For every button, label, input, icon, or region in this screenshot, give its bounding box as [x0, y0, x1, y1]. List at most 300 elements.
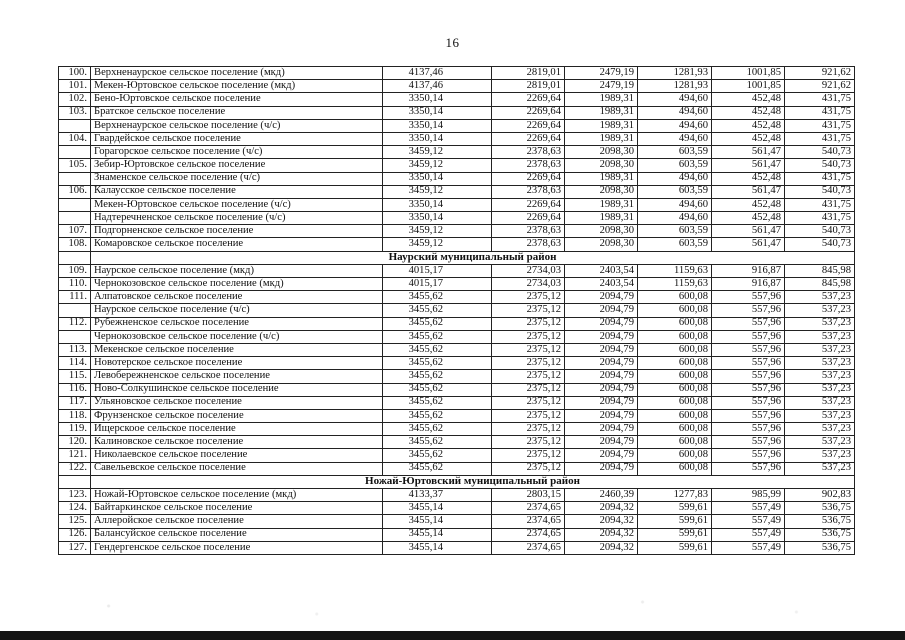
value-cell: 557,96 [712, 409, 785, 422]
settlement-name: Николаевское сельское поселение [91, 449, 383, 462]
value-cell: 557,49 [712, 502, 785, 515]
row-index: 102. [59, 93, 91, 106]
value-cell: 2269,64 [492, 106, 565, 119]
value-cell: 2094,79 [565, 449, 638, 462]
value-cell: 557,96 [712, 330, 785, 343]
value-cell: 3350,14 [383, 93, 492, 106]
value-cell: 2378,63 [492, 238, 565, 251]
settlement-name: Братское сельское поселение [91, 106, 383, 119]
value-cell: 2374,65 [492, 528, 565, 541]
value-cell: 4015,17 [383, 264, 492, 277]
table-row [59, 489, 855, 502]
value-cell: 494,60 [638, 212, 712, 225]
table-row [59, 291, 855, 304]
settlement-name: Калаусское сельское поселение [91, 185, 383, 198]
value-cell: 2375,12 [492, 330, 565, 343]
settlement-name: Верхненаурское сельское поселение (мкд) [91, 67, 383, 80]
table-row [59, 278, 855, 291]
value-cell: 452,48 [712, 198, 785, 211]
settlement-name: Бено-Юртовское сельское поселение [91, 93, 383, 106]
row-index: 100. [59, 67, 91, 80]
table-row [59, 159, 855, 172]
value-cell: 2403,54 [565, 278, 638, 291]
value-cell: 1989,31 [565, 172, 638, 185]
settlement-name: Зебир-Юртовское сельское поселение [91, 159, 383, 172]
value-cell: 2094,79 [565, 357, 638, 370]
value-cell: 2403,54 [565, 264, 638, 277]
settlement-name: Наурское сельское поселение (мкд) [91, 264, 383, 277]
value-cell: 494,60 [638, 198, 712, 211]
settlement-name: Алпатовское сельское поселение [91, 291, 383, 304]
value-cell: 537,23 [785, 409, 855, 422]
value-cell: 2094,32 [565, 515, 638, 528]
value-cell: 536,75 [785, 502, 855, 515]
row-index [59, 330, 91, 343]
table-row [59, 132, 855, 145]
value-cell: 2375,12 [492, 357, 565, 370]
value-cell: 2375,12 [492, 396, 565, 409]
value-cell: 2094,32 [565, 541, 638, 554]
value-cell: 3455,62 [383, 396, 492, 409]
settlement-name: Надтеречненское сельское поселение (ч/с) [91, 212, 383, 225]
value-cell: 3455,14 [383, 528, 492, 541]
value-cell: 537,23 [785, 436, 855, 449]
value-cell: 3455,62 [383, 357, 492, 370]
row-index: 110. [59, 278, 91, 291]
row-index: 104. [59, 132, 91, 145]
value-cell: 2094,79 [565, 330, 638, 343]
value-cell: 599,61 [638, 515, 712, 528]
value-cell: 452,48 [712, 172, 785, 185]
row-index: 111. [59, 291, 91, 304]
value-cell: 1989,31 [565, 212, 638, 225]
row-index [59, 172, 91, 185]
value-cell: 557,49 [712, 515, 785, 528]
value-cell: 2374,65 [492, 541, 565, 554]
settlement-name: Балансуйское сельское поселение [91, 528, 383, 541]
value-cell: 561,47 [712, 238, 785, 251]
table-row [59, 383, 855, 396]
row-index: 117. [59, 396, 91, 409]
settlement-name: Рубежненское сельское поселение [91, 317, 383, 330]
value-cell: 537,23 [785, 423, 855, 436]
value-cell: 600,08 [638, 317, 712, 330]
table-row [59, 238, 855, 251]
table-row [59, 541, 855, 554]
value-cell: 916,87 [712, 278, 785, 291]
row-index: 122. [59, 462, 91, 475]
value-cell: 431,75 [785, 106, 855, 119]
value-cell: 2094,79 [565, 396, 638, 409]
row-index: 125. [59, 515, 91, 528]
row-index [59, 304, 91, 317]
settlement-name: Чернокозовское сельское поселение (мкд) [91, 278, 383, 291]
row-index [59, 198, 91, 211]
value-cell: 2378,63 [492, 185, 565, 198]
value-cell: 603,59 [638, 185, 712, 198]
value-cell: 536,75 [785, 528, 855, 541]
table-row [59, 330, 855, 343]
value-cell: 3350,14 [383, 119, 492, 132]
value-cell: 2094,79 [565, 343, 638, 356]
value-cell: 561,47 [712, 225, 785, 238]
value-cell: 1281,93 [638, 80, 712, 93]
value-cell: 600,08 [638, 409, 712, 422]
value-cell: 557,96 [712, 291, 785, 304]
value-cell: 540,73 [785, 238, 855, 251]
value-cell: 494,60 [638, 93, 712, 106]
row-index: 116. [59, 383, 91, 396]
value-cell: 3459,12 [383, 185, 492, 198]
value-cell: 431,75 [785, 132, 855, 145]
value-cell: 3350,14 [383, 212, 492, 225]
settlement-name: Знаменское сельское поселение (ч/с) [91, 172, 383, 185]
value-cell: 2378,63 [492, 159, 565, 172]
settlement-name: Гвардейское сельское поселение [91, 132, 383, 145]
value-cell: 2375,12 [492, 449, 565, 462]
settlement-name: Мекен-Юртовское сельское поселение (ч/с) [91, 198, 383, 211]
value-cell: 2094,32 [565, 502, 638, 515]
value-cell: 1989,31 [565, 132, 638, 145]
value-cell: 921,62 [785, 80, 855, 93]
value-cell: 2479,19 [565, 67, 638, 80]
value-cell: 600,08 [638, 383, 712, 396]
settlement-name: Мекен-Юртовское сельское поселение (мкд) [91, 80, 383, 93]
value-cell: 2098,30 [565, 185, 638, 198]
value-cell: 2269,64 [492, 172, 565, 185]
value-cell: 540,73 [785, 146, 855, 159]
value-cell: 494,60 [638, 119, 712, 132]
value-cell: 2098,30 [565, 238, 638, 251]
table-row [59, 264, 855, 277]
row-index [59, 146, 91, 159]
value-cell: 3455,14 [383, 541, 492, 554]
value-cell: 3455,62 [383, 330, 492, 343]
value-cell: 2098,30 [565, 159, 638, 172]
settlement-name: Мекенское сельское поселение [91, 343, 383, 356]
value-cell: 3459,12 [383, 159, 492, 172]
value-cell: 2734,03 [492, 278, 565, 291]
table-row [59, 502, 855, 515]
value-cell: 3455,62 [383, 462, 492, 475]
value-cell: 902,83 [785, 489, 855, 502]
value-cell: 2819,01 [492, 80, 565, 93]
value-cell: 2094,79 [565, 304, 638, 317]
settlement-name: Ново-Солкушинское сельское поселение [91, 383, 383, 396]
settlement-name: Ножай-Юртовское сельское поселение (мкд) [91, 489, 383, 502]
page-number: 16 [445, 35, 460, 50]
value-cell: 537,23 [785, 291, 855, 304]
value-cell: 4137,46 [383, 67, 492, 80]
value-cell: 1989,31 [565, 119, 638, 132]
row-index: 127. [59, 541, 91, 554]
settlement-name: Левобережненское сельское поселение [91, 370, 383, 383]
value-cell: 599,61 [638, 502, 712, 515]
value-cell: 3350,14 [383, 198, 492, 211]
value-cell: 2734,03 [492, 264, 565, 277]
value-cell: 536,75 [785, 515, 855, 528]
value-cell: 599,61 [638, 528, 712, 541]
table-row [59, 304, 855, 317]
section-index-cell [59, 251, 91, 264]
value-cell: 2378,63 [492, 146, 565, 159]
value-cell: 600,08 [638, 423, 712, 436]
value-cell: 603,59 [638, 225, 712, 238]
value-cell: 2269,64 [492, 212, 565, 225]
value-cell: 1001,85 [712, 80, 785, 93]
value-cell: 4015,17 [383, 278, 492, 291]
value-cell: 916,87 [712, 264, 785, 277]
value-cell: 431,75 [785, 172, 855, 185]
value-cell: 557,96 [712, 462, 785, 475]
value-cell: 1281,93 [638, 67, 712, 80]
value-cell: 2098,30 [565, 225, 638, 238]
row-index: 123. [59, 489, 91, 502]
value-cell: 1159,63 [638, 278, 712, 291]
value-cell: 537,23 [785, 343, 855, 356]
table-row [59, 225, 855, 238]
value-cell: 557,96 [712, 343, 785, 356]
settlement-name: Фрунзенское сельское поселение [91, 409, 383, 422]
value-cell: 3455,62 [383, 409, 492, 422]
settlement-name: Верхненаурское сельское поселение (ч/с) [91, 119, 383, 132]
value-cell: 557,96 [712, 436, 785, 449]
row-index [59, 212, 91, 225]
value-cell: 2375,12 [492, 383, 565, 396]
value-cell: 540,73 [785, 159, 855, 172]
settlement-name: Чернокозовское сельское поселение (ч/с) [91, 330, 383, 343]
value-cell: 4133,37 [383, 489, 492, 502]
value-cell: 2269,64 [492, 132, 565, 145]
row-index [59, 119, 91, 132]
value-cell: 3455,62 [383, 291, 492, 304]
row-index: 113. [59, 343, 91, 356]
section-index-cell [59, 475, 91, 488]
value-cell: 3455,62 [383, 436, 492, 449]
table-row [59, 172, 855, 185]
value-cell: 3455,14 [383, 515, 492, 528]
value-cell: 557,49 [712, 528, 785, 541]
value-cell: 2460,39 [565, 489, 638, 502]
table-row [59, 185, 855, 198]
row-index: 106. [59, 185, 91, 198]
value-cell: 3459,12 [383, 225, 492, 238]
value-cell: 2479,19 [565, 80, 638, 93]
value-cell: 603,59 [638, 159, 712, 172]
value-cell: 3455,62 [383, 343, 492, 356]
value-cell: 2094,79 [565, 462, 638, 475]
table-row [59, 146, 855, 159]
settlement-name: Савельевское сельское поселение [91, 462, 383, 475]
value-cell: 540,73 [785, 225, 855, 238]
settlement-name: Горагорское сельское поселение (ч/с) [91, 146, 383, 159]
row-index: 115. [59, 370, 91, 383]
value-cell: 431,75 [785, 119, 855, 132]
value-cell: 3455,62 [383, 317, 492, 330]
value-cell: 4137,46 [383, 80, 492, 93]
value-cell: 2094,79 [565, 370, 638, 383]
row-index: 114. [59, 357, 91, 370]
value-cell: 2094,79 [565, 317, 638, 330]
row-index: 120. [59, 436, 91, 449]
settlement-name: Новотерское сельское поселение [91, 357, 383, 370]
value-cell: 2375,12 [492, 370, 565, 383]
value-cell: 557,96 [712, 396, 785, 409]
value-cell: 2098,30 [565, 146, 638, 159]
value-cell: 537,23 [785, 317, 855, 330]
value-cell: 1989,31 [565, 198, 638, 211]
value-cell: 494,60 [638, 132, 712, 145]
value-cell: 600,08 [638, 291, 712, 304]
value-cell: 557,96 [712, 317, 785, 330]
row-index: 121. [59, 449, 91, 462]
value-cell: 2375,12 [492, 343, 565, 356]
value-cell: 537,23 [785, 370, 855, 383]
value-cell: 845,98 [785, 264, 855, 277]
row-index: 109. [59, 264, 91, 277]
value-cell: 537,23 [785, 304, 855, 317]
value-cell: 2375,12 [492, 409, 565, 422]
value-cell: 452,48 [712, 132, 785, 145]
table-row [59, 343, 855, 356]
row-index: 126. [59, 528, 91, 541]
value-cell: 603,59 [638, 238, 712, 251]
value-cell: 452,48 [712, 106, 785, 119]
value-cell: 600,08 [638, 343, 712, 356]
value-cell: 431,75 [785, 198, 855, 211]
table-row [59, 80, 855, 93]
value-cell: 599,61 [638, 541, 712, 554]
value-cell: 2375,12 [492, 291, 565, 304]
value-cell: 3455,62 [383, 449, 492, 462]
value-cell: 1159,63 [638, 264, 712, 277]
settlement-name: Наурское сельское поселение (ч/с) [91, 304, 383, 317]
value-cell: 603,59 [638, 146, 712, 159]
value-cell: 2094,79 [565, 423, 638, 436]
section-title: Наурский муниципальный район [91, 251, 855, 264]
value-cell: 557,96 [712, 423, 785, 436]
value-cell: 452,48 [712, 119, 785, 132]
value-cell: 537,23 [785, 357, 855, 370]
value-cell: 2094,79 [565, 436, 638, 449]
value-cell: 600,08 [638, 330, 712, 343]
value-cell: 1989,31 [565, 93, 638, 106]
value-cell: 600,08 [638, 449, 712, 462]
settlement-name: Гендергенское сельское поселение [91, 541, 383, 554]
table-row [59, 409, 855, 422]
table-row [59, 317, 855, 330]
row-index: 105. [59, 159, 91, 172]
row-index: 119. [59, 423, 91, 436]
value-cell: 557,96 [712, 383, 785, 396]
value-cell: 600,08 [638, 436, 712, 449]
row-index: 101. [59, 80, 91, 93]
value-cell: 561,47 [712, 159, 785, 172]
value-cell: 557,96 [712, 357, 785, 370]
row-index: 118. [59, 409, 91, 422]
table-row [59, 396, 855, 409]
row-index: 124. [59, 502, 91, 515]
value-cell: 600,08 [638, 357, 712, 370]
row-index: 103. [59, 106, 91, 119]
value-cell: 537,23 [785, 330, 855, 343]
value-cell: 600,08 [638, 370, 712, 383]
tariff-table [58, 66, 855, 555]
value-cell: 2094,79 [565, 409, 638, 422]
value-cell: 2803,15 [492, 489, 565, 502]
value-cell: 2269,64 [492, 119, 565, 132]
value-cell: 2375,12 [492, 304, 565, 317]
value-cell: 600,08 [638, 396, 712, 409]
settlement-name: Комаровское сельское поселение [91, 238, 383, 251]
table-row [59, 212, 855, 225]
settlement-name: Ульяновское сельское поселение [91, 396, 383, 409]
value-cell: 2094,79 [565, 383, 638, 396]
value-cell: 431,75 [785, 93, 855, 106]
section-header-row [59, 475, 855, 488]
table-row [59, 93, 855, 106]
value-cell: 557,96 [712, 370, 785, 383]
table-body [59, 67, 855, 555]
value-cell: 2094,32 [565, 528, 638, 541]
settlement-name: Калиновское сельское поселение [91, 436, 383, 449]
value-cell: 557,96 [712, 449, 785, 462]
row-index: 107. [59, 225, 91, 238]
value-cell: 2819,01 [492, 67, 565, 80]
value-cell: 3455,62 [383, 370, 492, 383]
value-cell: 3455,62 [383, 383, 492, 396]
value-cell: 2269,64 [492, 198, 565, 211]
value-cell: 2374,65 [492, 502, 565, 515]
table-row [59, 528, 855, 541]
value-cell: 536,75 [785, 541, 855, 554]
value-cell: 557,49 [712, 541, 785, 554]
value-cell: 2374,65 [492, 515, 565, 528]
settlement-name: Ищерскоое сельское поселение [91, 423, 383, 436]
page-bottom-edge [0, 631, 905, 640]
section-title: Ножай-Юртовский муниципальный район [91, 475, 855, 488]
value-cell: 537,23 [785, 449, 855, 462]
value-cell: 845,98 [785, 278, 855, 291]
value-cell: 3455,62 [383, 423, 492, 436]
value-cell: 557,96 [712, 304, 785, 317]
value-cell: 2375,12 [492, 317, 565, 330]
value-cell: 452,48 [712, 93, 785, 106]
value-cell: 537,23 [785, 383, 855, 396]
table-row [59, 436, 855, 449]
value-cell: 2375,12 [492, 436, 565, 449]
value-cell: 3459,12 [383, 238, 492, 251]
section-header-row [59, 251, 855, 264]
value-cell: 3455,14 [383, 502, 492, 515]
value-cell: 494,60 [638, 172, 712, 185]
row-index: 112. [59, 317, 91, 330]
value-cell: 3350,14 [383, 132, 492, 145]
table-row [59, 67, 855, 80]
value-cell: 600,08 [638, 304, 712, 317]
value-cell: 921,62 [785, 67, 855, 80]
value-cell: 3459,12 [383, 146, 492, 159]
table-row [59, 515, 855, 528]
value-cell: 600,08 [638, 462, 712, 475]
value-cell: 1277,83 [638, 489, 712, 502]
value-cell: 985,99 [712, 489, 785, 502]
table-row [59, 198, 855, 211]
value-cell: 494,60 [638, 106, 712, 119]
value-cell: 2375,12 [492, 423, 565, 436]
value-cell: 431,75 [785, 212, 855, 225]
table-row [59, 106, 855, 119]
